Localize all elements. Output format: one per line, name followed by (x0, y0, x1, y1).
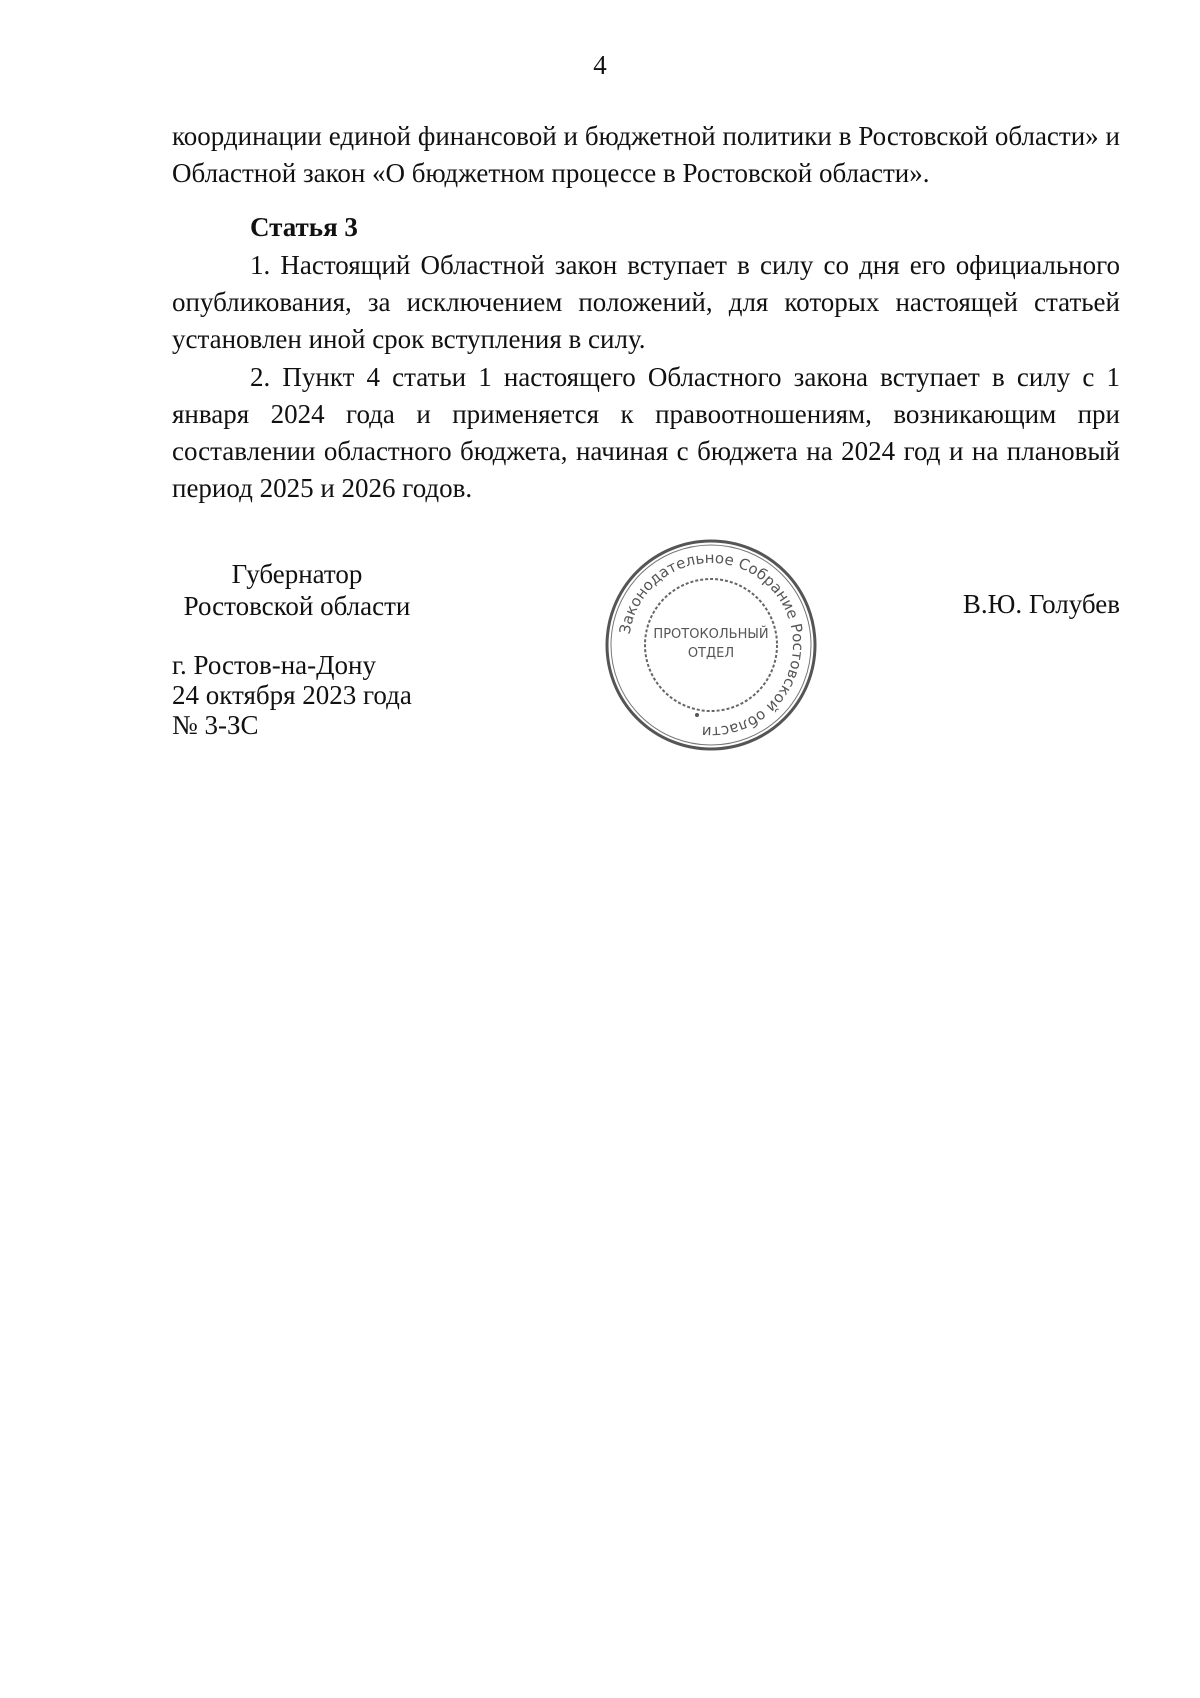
page-number: 4 (593, 50, 607, 80)
law-number: № 3-ЗС (172, 710, 259, 740)
stamp-inner-ring (645, 579, 777, 711)
stamp-star-dot (695, 713, 699, 717)
stamp-outer-text-path: Законодательное Собрание Ростовской области (615, 548, 808, 742)
stamp-outer-ring-thin (611, 545, 811, 745)
place-date-block (172, 650, 412, 740)
stamp-inner-line2: ОТДЕЛ (687, 646, 735, 661)
article-paragraph-2: 2. Пункт 4 статьи 1 настоящего Областного закона вступает в силу с 1 января 2024 года и применяется к правоотношениям, возникающим при составлении областного бюджета, начиная с бюджета на 2024 год и на плановый период 2025 и 2026 годов. (172, 362, 1120, 503)
article-paragraph-1: 1. Настоящий Областной закон вступает в силу со дня его официального опубликования, за исключением положений, для которых настоящей статьей установлен иной срок вступления в силу. (172, 250, 1120, 354)
signatory-position-line1: Губернатор (231, 559, 363, 589)
stamp-outer-ring (607, 541, 815, 749)
signatory-name: В.Ю. Голубев (962, 589, 1120, 619)
continuation-paragraph: координации единой финансовой и бюджетной политики в Ростовской области» и Областной закон «О бюджетном процессе в Ростовской области». (172, 121, 1120, 188)
date: 24 октября 2023 года (172, 680, 412, 710)
signatory-position-line2: Ростовской области (183, 591, 411, 621)
signatory-position (172, 558, 422, 622)
stamp-inner-line1: ПРОТОКОЛЬНЫЙ (653, 627, 769, 642)
official-stamp (600, 534, 822, 756)
place: г. Ростов-на-Дону (172, 650, 377, 680)
article-title: Статья 3 (250, 212, 358, 242)
